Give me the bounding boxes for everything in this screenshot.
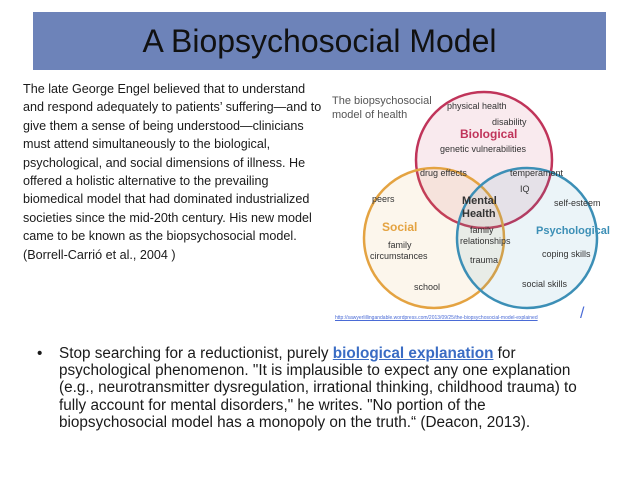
title-bar — [33, 12, 606, 70]
label-family-relationships-1: family — [470, 225, 494, 235]
biological-label: Biological — [460, 127, 518, 141]
label-self-esteem: self-esteem — [554, 198, 601, 208]
source-link[interactable]: http://sawyerlillingandable.wordpress.com/2013/09/25/the-biopsychosocial-model-explained — [335, 315, 538, 321]
label-family-circumstances-2: circumstances — [370, 251, 428, 261]
biological-explanation-link[interactable]: biological explanation — [332, 345, 494, 362]
mental-health-line1: Mental — [462, 195, 497, 207]
label-iq: IQ — [520, 184, 530, 194]
social-label: Social — [382, 220, 418, 234]
label-peers: peers — [372, 194, 395, 204]
bullet-item — [37, 345, 607, 431]
label-trauma: trauma — [470, 255, 499, 265]
label-coping-skills: coping skills — [542, 249, 591, 259]
intro-text: The late George Engel believed that to understand and respond adequately to patients’ suffering—and to give them a sense of being understood—clinicians must attend simultaneously to the biological, psychological, and social dimensions of illness. He offered a holistic alternative to the prevailing biomedical model that had dominated industrialized societies since the mid-20th century. His new model came to be known as the biopsychosocial model. — [23, 82, 322, 244]
mental-health-line2: Health — [462, 208, 496, 220]
label-family-relationships-2: relationships — [460, 236, 511, 246]
bullet-marker: • — [37, 345, 43, 362]
bullet-text-start: Stop searching for a reductionist, purely — [59, 345, 333, 362]
bullet-text — [59, 345, 594, 431]
label-drug-effects: drug effects — [420, 168, 467, 178]
diagram-caption-line2: model of health — [332, 109, 408, 121]
diagram-caption-line1: The biopsychosocial — [332, 95, 432, 107]
intro-paragraph — [23, 80, 323, 264]
intro-citation: (Borrell-Carrió et al., 2004 ) — [23, 247, 176, 262]
bullet-text-end: for psychological phenomenon. "It is implausible to expect any one explanation (e.g., neurotransmitter dysregulation, irrational thinking, childhood trauma) to fully account for mental disorders," he writes. "No portion of the biopsychosocial model has a monopoly on the truth.“ (Deacon, 2013). — [59, 345, 577, 431]
psychological-label: Psychological — [536, 225, 610, 237]
label-temperament: temperament — [510, 168, 564, 178]
label-genetic-vulnerabilities: genetic vulnerabilities — [440, 144, 527, 154]
source-slash: / — [580, 305, 585, 322]
label-physical-health: physical health — [447, 101, 507, 111]
label-school: school — [414, 282, 441, 292]
label-social-skills: social skills — [522, 279, 568, 289]
label-disability: disability — [492, 117, 527, 127]
slide-title: A Biopsychosocial Model — [142, 22, 497, 59]
label-family-circumstances-1: family — [388, 240, 412, 250]
venn-diagram — [322, 80, 622, 320]
